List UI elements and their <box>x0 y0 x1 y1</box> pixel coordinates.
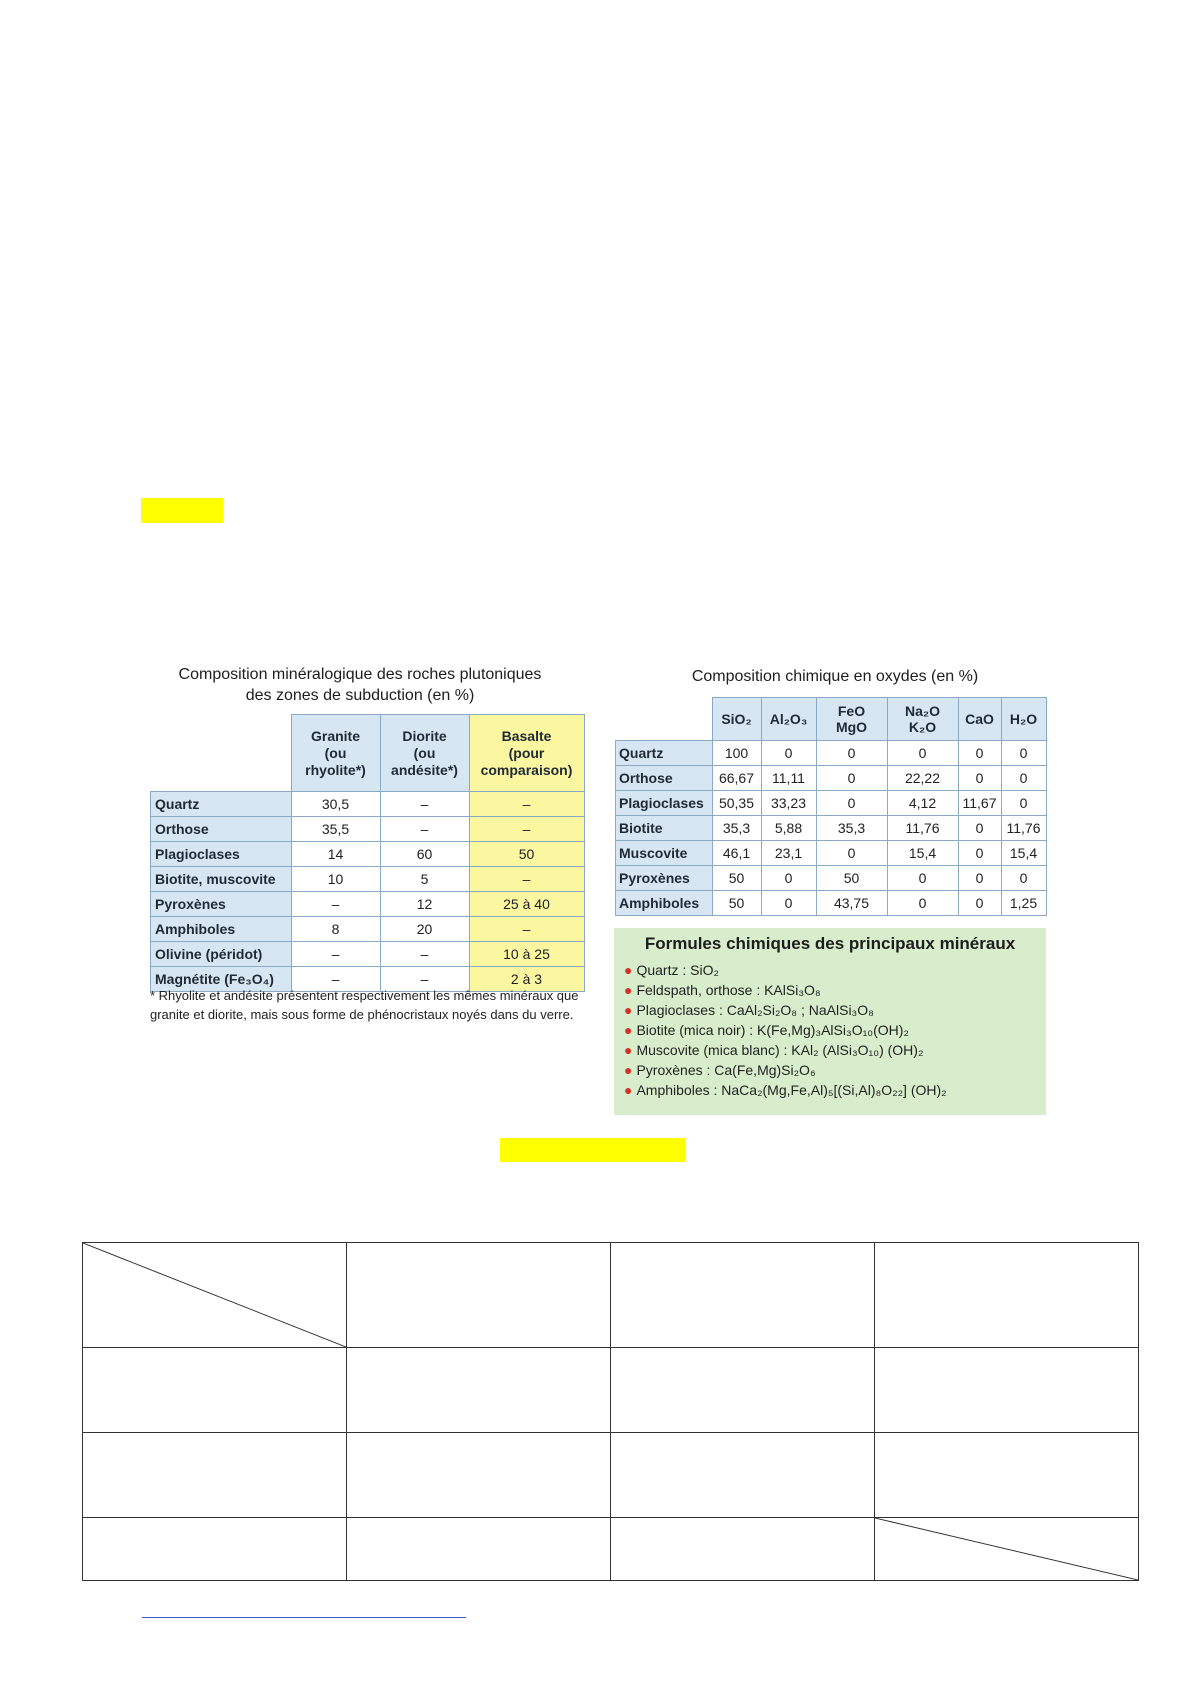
cell-na2o-k2o: 0 <box>887 866 958 891</box>
table-row <box>616 741 1047 766</box>
list-item <box>624 1000 1036 1020</box>
highlight-mark-middle <box>500 1138 686 1162</box>
answer-cell[interactable] <box>611 1243 875 1348</box>
cell-al2o3: 5,88 <box>761 816 816 841</box>
cell-al2o3: 23,1 <box>761 841 816 866</box>
cell-cao: 0 <box>958 741 1001 766</box>
answer-row <box>83 1243 1139 1348</box>
answer-cell[interactable] <box>347 1243 611 1348</box>
cell-feo-mgo: 35,3 <box>816 816 887 841</box>
cell-diorite: 60 <box>380 842 469 867</box>
answer-cell[interactable] <box>875 1433 1139 1518</box>
cell-feo-mgo: 0 <box>816 741 887 766</box>
mineral-table-header-row <box>151 715 585 792</box>
col-basalte-line2: (pour <box>508 744 545 761</box>
cell-sio2: 46,1 <box>712 841 761 866</box>
cell-h2o: 1,25 <box>1001 891 1046 916</box>
cell-basalte: 50 <box>469 842 584 867</box>
list-item <box>624 1020 1036 1040</box>
table-row <box>616 891 1047 916</box>
cell-diorite: 20 <box>380 917 469 942</box>
cell-sio2: 66,67 <box>712 766 761 791</box>
formula-text: Feldspath, orthose : KAlSi₃O₈ <box>636 982 821 998</box>
table-row <box>616 841 1047 866</box>
answer-cell[interactable] <box>347 1433 611 1518</box>
row-header: Pyroxènes <box>616 866 713 891</box>
mineral-table-corner <box>151 715 292 792</box>
formulas-title: Formules chimiques des principaux minéraux <box>644 934 1016 953</box>
table-row <box>151 892 585 917</box>
cell-al2o3: 11,11 <box>761 766 816 791</box>
table-row <box>616 791 1047 816</box>
table-row <box>151 792 585 817</box>
col-header-na2o-k2o <box>887 698 958 741</box>
cell-granite: 35,5 <box>291 817 380 842</box>
cell-na2o-k2o: 4,12 <box>887 791 958 816</box>
cell-basalte: – <box>469 792 584 817</box>
cell-diorite: – <box>380 942 469 967</box>
col-label: H₂O <box>1009 711 1038 727</box>
col-label: Al₂O₃ <box>769 711 808 727</box>
bullet-icon: ● <box>624 962 633 978</box>
answer-cell[interactable] <box>875 1348 1139 1433</box>
cell-al2o3: 0 <box>761 891 816 916</box>
bullet-icon: ● <box>624 1042 633 1058</box>
row-header: Quartz <box>151 792 292 817</box>
cell-cao: 0 <box>958 866 1001 891</box>
footnote-line2: granite et diorite, mais sous forme de phénocristaux noyés dans du verre. <box>150 1007 574 1022</box>
row-header: Biotite <box>616 816 713 841</box>
list-item <box>624 960 1036 980</box>
cell-na2o-k2o: 0 <box>887 891 958 916</box>
formula-text: Amphiboles : NaCa₂(Mg,Fe,Al)₅[(Si,Al)₈O₂₂] (OH)₂ <box>636 1082 947 1098</box>
cell-h2o: 15,4 <box>1001 841 1046 866</box>
formula-text: Pyroxènes : Ca(Fe,Mg)Si₂O₆ <box>636 1062 816 1078</box>
footnote-line1: * Rhyolite et andésite présentent respectivement les mêmes minéraux que <box>150 988 579 1003</box>
cell-cao: 0 <box>958 841 1001 866</box>
cell-granite: – <box>291 892 380 917</box>
cell-cao: 0 <box>958 766 1001 791</box>
formula-text: Quartz : SiO₂ <box>636 962 719 978</box>
answer-table <box>82 1242 1139 1581</box>
cell-h2o: 0 <box>1001 741 1046 766</box>
answer-row <box>83 1518 1139 1581</box>
cell-cao: 11,67 <box>958 791 1001 816</box>
col-label-2: MgO <box>835 719 868 735</box>
cell-sio2: 50 <box>712 866 761 891</box>
cell-basalte: 25 à 40 <box>469 892 584 917</box>
bullet-icon: ● <box>624 982 633 998</box>
row-header: Orthose <box>616 766 713 791</box>
answer-cell[interactable] <box>83 1348 347 1433</box>
table-row <box>616 866 1047 891</box>
diagonal-line-icon <box>875 1518 1138 1580</box>
answer-row <box>83 1348 1139 1433</box>
table-row <box>151 842 585 867</box>
answer-row <box>83 1433 1139 1518</box>
oxide-table-header-row <box>616 698 1047 741</box>
cell-basalte: – <box>469 817 584 842</box>
row-header: Pyroxènes <box>151 892 292 917</box>
row-header: Quartz <box>616 741 713 766</box>
formula-text: Plagioclases : CaAl₂Si₂O₈ ; NaAlSi₃O₈ <box>636 1002 874 1018</box>
formula-text: Biotite (mica noir) : K(Fe,Mg)₃AlSi₃O₁₀(OH)₂ <box>636 1022 909 1038</box>
formulas-box <box>614 928 1046 1115</box>
col-header-sio2 <box>712 698 761 741</box>
table-row <box>151 917 585 942</box>
oxide-table-corner <box>616 698 713 741</box>
row-header: Olivine (péridot) <box>151 942 292 967</box>
cell-al2o3: 0 <box>761 741 816 766</box>
cell-basalte: – <box>469 867 584 892</box>
answer-cell[interactable] <box>875 1243 1139 1348</box>
answer-cell[interactable] <box>611 1348 875 1433</box>
col-basalte-name: Basalte <box>501 727 552 744</box>
cell-basalte: 10 à 25 <box>469 942 584 967</box>
row-header: Amphiboles <box>151 917 292 942</box>
cell-sio2: 50 <box>712 891 761 916</box>
col-granite-line2: (ou <box>324 744 347 761</box>
row-header: Orthose <box>151 817 292 842</box>
table-row <box>616 766 1047 791</box>
cell-h2o: 0 <box>1001 791 1046 816</box>
bullet-icon: ● <box>624 1082 633 1098</box>
row-header: Magnétite (Fe₃O₄) <box>151 967 292 992</box>
cell-sio2: 100 <box>712 741 761 766</box>
cell-al2o3: 0 <box>761 866 816 891</box>
col-header-diorite <box>380 715 469 792</box>
cell-diorite: – <box>380 792 469 817</box>
col-label-2: K₂O <box>908 719 937 735</box>
col-header-basalte <box>469 715 584 792</box>
list-item <box>624 1060 1036 1080</box>
col-label: CaO <box>965 711 994 727</box>
cell-diorite: – <box>380 817 469 842</box>
answer-cell[interactable] <box>347 1348 611 1433</box>
cell-h2o: 0 <box>1001 766 1046 791</box>
cell-basalte: – <box>469 917 584 942</box>
col-granite-name: Granite <box>310 727 360 744</box>
answer-cell[interactable] <box>83 1433 347 1518</box>
cell-feo-mgo: 0 <box>816 841 887 866</box>
table-row <box>151 817 585 842</box>
cell-na2o-k2o: 11,76 <box>887 816 958 841</box>
cell-cao: 0 <box>958 891 1001 916</box>
col-header-granite <box>291 715 380 792</box>
mineral-table-title <box>150 664 570 706</box>
cell-feo-mgo: 0 <box>816 791 887 816</box>
cell-na2o-k2o: 15,4 <box>887 841 958 866</box>
answer-cell[interactable] <box>611 1433 875 1518</box>
cell-basalte: 2 à 3 <box>469 967 584 992</box>
cell-h2o: 0 <box>1001 866 1046 891</box>
bullet-icon: ● <box>624 1062 633 1078</box>
answer-cell-diagonal[interactable] <box>83 1243 347 1348</box>
row-header: Plagioclases <box>616 791 713 816</box>
cell-h2o: 11,76 <box>1001 816 1046 841</box>
cell-granite: 10 <box>291 867 380 892</box>
cell-na2o-k2o: 22,22 <box>887 766 958 791</box>
formulas-list <box>624 960 1036 1100</box>
cell-granite: 14 <box>291 842 380 867</box>
cell-cao: 0 <box>958 816 1001 841</box>
table-row <box>151 867 585 892</box>
col-diorite-line2: (ou <box>413 744 436 761</box>
answer-cell[interactable] <box>611 1518 875 1581</box>
answer-cell[interactable] <box>83 1518 347 1581</box>
row-header: Amphiboles <box>616 891 713 916</box>
col-label: FeO <box>837 703 866 719</box>
mineral-table-title-line2: des zones de subduction (en %) <box>245 687 475 704</box>
col-granite-line3: rhyolite*) <box>305 761 366 778</box>
bullet-icon: ● <box>624 1022 633 1038</box>
cell-sio2: 50,35 <box>712 791 761 816</box>
formula-text: Muscovite (mica blanc) : KAl₂ (AlSi₃O₁₀) (OH)₂ <box>636 1042 924 1058</box>
table-row <box>616 816 1047 841</box>
col-header-cao <box>958 698 1001 741</box>
bullet-icon: ● <box>624 1002 633 1018</box>
table-row <box>151 942 585 967</box>
cell-diorite: – <box>380 967 469 992</box>
col-label: SiO₂ <box>721 711 752 727</box>
oxide-table-title: Composition chimique en oxydes (en %) <box>691 668 979 685</box>
col-diorite-name: Diorite <box>402 727 447 744</box>
highlight-mark-top <box>141 498 223 523</box>
mineral-table-title-line1: Composition minéralogique des roches plutoniques <box>178 666 542 683</box>
col-header-al2o3 <box>761 698 816 741</box>
footer-link-underline[interactable] <box>142 1617 466 1618</box>
cell-granite: – <box>291 967 380 992</box>
cell-na2o-k2o: 0 <box>887 741 958 766</box>
cell-granite: 8 <box>291 917 380 942</box>
cell-sio2: 35,3 <box>712 816 761 841</box>
col-header-feo-mgo <box>816 698 887 741</box>
col-label: Na₂O <box>904 703 940 719</box>
answer-cell[interactable] <box>347 1518 611 1581</box>
cell-granite: – <box>291 942 380 967</box>
col-basalte-line3: comparaison) <box>480 761 573 778</box>
list-item <box>624 980 1036 1000</box>
row-header: Biotite, muscovite <box>151 867 292 892</box>
col-header-h2o <box>1001 698 1046 741</box>
col-diorite-line3: andésite*) <box>391 761 458 778</box>
cell-feo-mgo: 43,75 <box>816 891 887 916</box>
cell-feo-mgo: 0 <box>816 766 887 791</box>
cell-granite: 30,5 <box>291 792 380 817</box>
cell-al2o3: 33,23 <box>761 791 816 816</box>
list-item <box>624 1040 1036 1060</box>
row-header: Muscovite <box>616 841 713 866</box>
diagonal-line-icon <box>83 1243 346 1347</box>
oxide-composition-table <box>615 697 1047 916</box>
cell-feo-mgo: 50 <box>816 866 887 891</box>
mineral-table-footnote <box>150 986 595 1024</box>
mineral-composition-table <box>150 714 585 992</box>
answer-cell-diagonal[interactable] <box>875 1518 1139 1581</box>
row-header: Plagioclases <box>151 842 292 867</box>
cell-diorite: 5 <box>380 867 469 892</box>
list-item <box>624 1080 1036 1100</box>
cell-diorite: 12 <box>380 892 469 917</box>
